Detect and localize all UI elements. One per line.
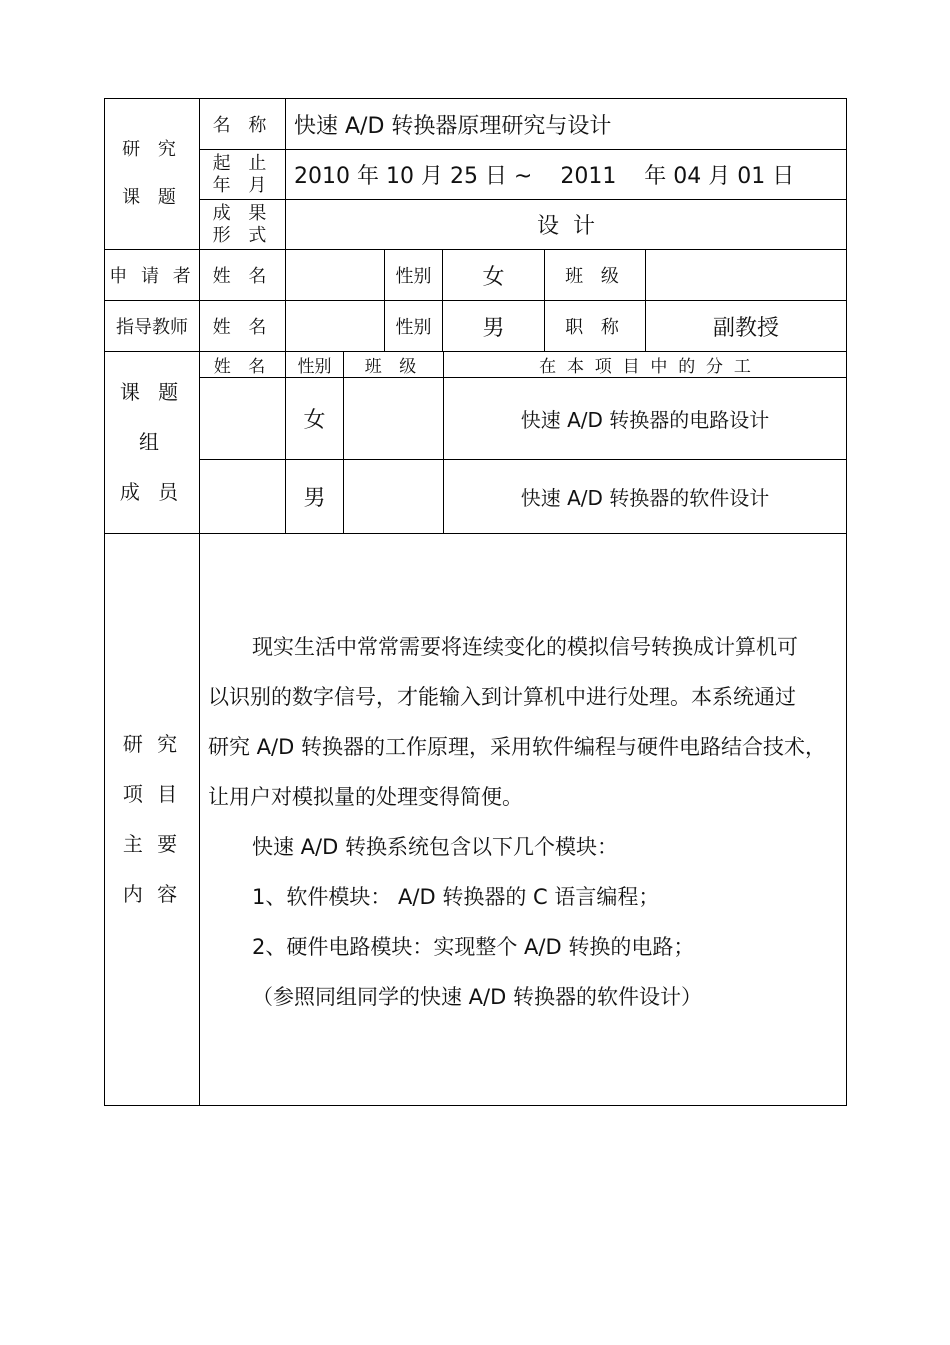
member-2-role: 快速 A/D 转换器的软件设计: [520, 486, 770, 510]
group-header-role: 在 本 项 目 中 的 分 工: [539, 357, 751, 377]
topic-label: 研 究 课 题: [122, 139, 182, 208]
group-header-name: 姓 名: [213, 357, 272, 377]
applicant-gender-value: 女: [482, 264, 505, 290]
topic-date-value: 2010 年 10 月 25 日 ~ 2011 年 04 月 01 日: [294, 164, 795, 189]
content-paragraph: 2、硬件电路模块：实现整个 A/D 转换的电路；: [252, 935, 695, 959]
topic-result-label: 成 果 形 式: [212, 202, 273, 246]
content-paragraph: 1、软件模块： A/D 转换器的 C 语言编程；: [252, 885, 660, 909]
topic-date-label: 起 止 年 月: [212, 152, 273, 196]
member-1-class: [344, 378, 443, 459]
applicant-class-value: [646, 250, 846, 300]
applicant-label: 申 请 者: [109, 266, 195, 287]
applicant-gender-label: 性别: [395, 266, 432, 287]
advisor-gender-label: 性别: [395, 317, 432, 338]
member-2-class: [344, 460, 443, 533]
content-body: [208, 622, 844, 1022]
group-header-class: 班 级: [364, 357, 423, 377]
advisor-name-label: 姓 名: [212, 317, 273, 338]
content-paragraph: 以识别的数字信号，才能输入到计算机中进行处理。本系统通过: [208, 685, 796, 709]
applicant-class-label: 班 级: [565, 266, 625, 287]
member-2-gender: 男: [303, 486, 326, 511]
content-paragraph: （参照同组同学的快速 A/D 转换器的软件设计）: [252, 985, 702, 1009]
content-paragraph: 现实生活中常常需要将连续变化的模拟信号转换成计算机可: [252, 635, 798, 659]
content-label: 研 究 项 目 主 要 内 容: [122, 732, 182, 906]
member-1-role: 快速 A/D 转换器的电路设计: [520, 408, 770, 432]
member-1-gender: 女: [303, 408, 326, 433]
advisor-title-label: 职 称: [565, 317, 625, 338]
advisor-gender-value: 男: [482, 315, 505, 341]
topic-result-value: 设 计: [537, 214, 595, 239]
advisor-label: 指导教师: [116, 317, 188, 338]
group-header-gender: 性别: [297, 357, 332, 377]
content-paragraph: 研究 A/D 转换器的工作原理，采用软件编程与硬件电路结合技术，: [208, 735, 826, 759]
topic-name-label: 名 称: [212, 115, 273, 136]
applicant-name-value: [286, 250, 384, 300]
group-label: 课 题 组 成 员: [119, 380, 185, 504]
member-1-name: [200, 378, 285, 459]
advisor-title-value: 副教授: [712, 315, 779, 341]
advisor-name-value: [286, 301, 384, 351]
content-paragraph: 让用户对模拟量的处理变得简便。: [208, 785, 523, 809]
topic-name-value: 快速 A/D 转换器原理研究与设计: [294, 113, 612, 139]
applicant-name-label: 姓 名: [212, 266, 273, 287]
content-paragraph: 快速 A/D 转换系统包含以下几个模块：: [252, 835, 618, 859]
member-2-name: [200, 460, 285, 533]
